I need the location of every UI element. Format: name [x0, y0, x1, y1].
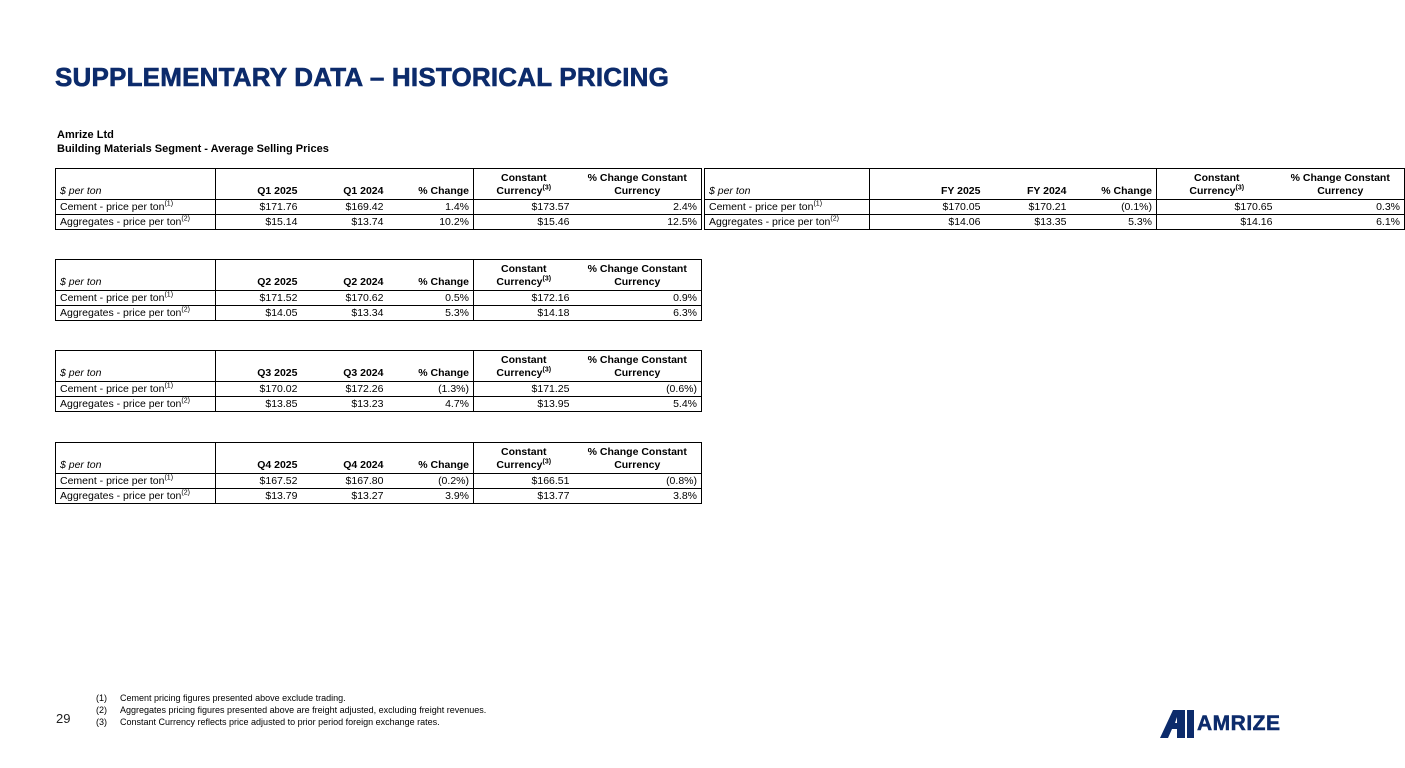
value-prior: $167.80 — [302, 474, 388, 489]
value-pct-change: 1.4% — [388, 200, 474, 215]
header-unit: $ per ton — [56, 458, 216, 474]
value-constant-currency: $14.16 — [1157, 215, 1277, 230]
header-constant-currency: Currency$^{(3)}$ — [474, 184, 574, 200]
pricing-table-q1 — [55, 168, 702, 230]
header-pct-change-constant-top: % Change Constant — [587, 262, 687, 275]
row-label: Aggregates - price per ton$^{(2)}$ — [705, 215, 870, 230]
value-pct-change: (0.2%) — [388, 474, 474, 489]
value-pct-change: 5.3% — [445, 307, 469, 319]
value-pct-change-constant: 0.3% — [1277, 200, 1405, 215]
value-pct-change-constant: 0.9% — [574, 291, 702, 306]
value-current: $14.05 — [265, 307, 298, 319]
value-pct-change: (1.3%) — [388, 382, 474, 397]
value-current: $13.79 — [265, 490, 298, 502]
value-pct-change-constant: 3.8% — [673, 490, 697, 502]
footnote-2: (2) Aggregates pricing figures presented above are freight adjusted, excluding freight revenues. — [96, 705, 487, 715]
header-constant-top: Constant — [1157, 169, 1277, 184]
header-unit: $ per ton — [705, 184, 870, 200]
header-current-period: Q3 2025 — [216, 366, 302, 382]
value-constant-currency: $13.95 — [474, 397, 574, 412]
table-row — [56, 489, 702, 504]
header-constant-currency: Currency$^{(3)}$ — [474, 366, 574, 382]
value-current: $170.02 — [216, 382, 302, 397]
row-label: Cement - price per ton$^{(1)}$ — [56, 200, 216, 215]
header-current-period: Q2 2025 — [216, 275, 302, 291]
company-name: Amrize Ltd — [57, 129, 114, 141]
header-pct-change-constant-top: % Change Constant — [587, 353, 687, 366]
header-pct-change: % Change — [388, 366, 474, 382]
value-constant-currency: $15.46 — [474, 215, 574, 230]
header-spacer — [56, 351, 216, 366]
header-unit: $ per ton — [56, 366, 216, 382]
header-prior-period: Q3 2024 — [302, 366, 388, 382]
row-label: Aggregates - price per ton$^{(2)}$ — [56, 306, 216, 321]
value-prior: $172.26 — [302, 382, 388, 397]
header-pct-change: % Change — [1071, 184, 1157, 200]
footnotes — [96, 692, 486, 728]
value-prior: $13.23 — [351, 398, 384, 410]
value-prior: $13.34 — [351, 307, 384, 319]
header-spacer — [56, 169, 216, 184]
value-current: $171.52 — [216, 291, 302, 306]
table-row — [705, 200, 1405, 215]
value-current: $171.76 — [216, 200, 302, 215]
value-constant-currency: $170.65 — [1157, 200, 1277, 215]
value-constant-currency: $13.77 — [474, 489, 574, 504]
value-current: $14.06 — [948, 216, 981, 228]
value-constant-currency: $173.57 — [474, 200, 574, 215]
value-pct-change-constant: 12.5% — [667, 216, 697, 228]
value-current: $170.05 — [870, 200, 985, 215]
value-pct-change: 0.5% — [388, 291, 474, 306]
header-prior-period: FY 2024 — [985, 184, 1071, 200]
header-pct-change-constant-bottom: Currency — [1277, 184, 1405, 200]
value-current: $167.52 — [216, 474, 302, 489]
table-row — [705, 215, 1405, 230]
row-label: Aggregates - price per ton$^{(2)}$ — [56, 397, 216, 412]
row-label: Aggregates - price per ton$^{(2)}$ — [56, 215, 216, 230]
value-prior: $13.35 — [1034, 216, 1067, 228]
value-current: $13.85 — [265, 398, 298, 410]
header-prior-period: Q4 2024 — [302, 458, 388, 474]
footnote-1: (1) Cement pricing figures presented above exclude trading. — [96, 693, 346, 703]
table-row — [56, 306, 702, 321]
header-current-period: Q1 2025 — [216, 184, 302, 200]
header-constant-currency: Currency$^{(3)}$ — [1157, 184, 1277, 200]
value-pct-change-constant: 6.3% — [673, 307, 697, 319]
value-constant-currency: $166.51 — [474, 474, 574, 489]
value-pct-change: 3.9% — [445, 490, 469, 502]
header-pct-change-constant-bottom: Currency — [574, 458, 702, 474]
table-row — [56, 382, 702, 397]
row-label: Cement - price per ton$^{(1)}$ — [705, 200, 870, 215]
table-row — [56, 291, 702, 306]
header-constant-top: Constant — [474, 351, 574, 366]
pricing-table-q2 — [55, 259, 702, 321]
header-pct-change-constant-bottom: Currency — [574, 366, 702, 382]
header-pct-change-constant-bottom: Currency — [574, 184, 702, 200]
value-pct-change: 4.7% — [445, 398, 469, 410]
header-constant-currency: Currency$^{(3)}$ — [474, 275, 574, 291]
value-constant-currency: $172.16 — [474, 291, 574, 306]
header-constant-top: Constant — [474, 169, 574, 184]
value-prior: $13.74 — [351, 216, 384, 228]
page-number: 29 — [56, 711, 71, 726]
header-constant-currency: Currency$^{(3)}$ — [474, 458, 574, 474]
value-prior: $13.27 — [351, 490, 384, 502]
header-pct-change-constant-top: % Change Constant — [587, 171, 687, 184]
header-prior-period: Q2 2024 — [302, 275, 388, 291]
row-label: Cement - price per ton$^{(1)}$ — [56, 291, 216, 306]
value-pct-change: 5.3% — [1128, 216, 1152, 228]
header-current-period: Q4 2025 — [216, 458, 302, 474]
value-constant-currency: $171.25 — [474, 382, 574, 397]
value-pct-change-constant: (0.8%) — [574, 474, 702, 489]
header-unit: $ per ton — [56, 184, 216, 200]
header-pct-change-constant-top: % Change Constant — [1290, 171, 1390, 184]
value-prior: $170.21 — [985, 200, 1071, 215]
table-row — [56, 215, 702, 230]
value-prior: $169.42 — [302, 200, 388, 215]
header-constant-top: Constant — [474, 260, 574, 275]
pricing-table-fy — [704, 168, 1405, 230]
value-constant-currency: $14.18 — [474, 306, 574, 321]
header-spacer — [56, 443, 216, 458]
header-constant-top: Constant — [474, 443, 574, 458]
header-pct-change: % Change — [388, 458, 474, 474]
value-pct-change-constant: (0.6%) — [574, 382, 702, 397]
segment-title: Building Materials Segment - Average Selling Prices — [57, 143, 329, 155]
table-row — [56, 397, 702, 412]
header-pct-change: % Change — [388, 184, 474, 200]
value-pct-change-constant: 5.4% — [673, 398, 697, 410]
logo-wordmark: AMRIZE — [1197, 712, 1281, 735]
value-prior: $170.62 — [302, 291, 388, 306]
amrize-logo — [1160, 710, 1281, 738]
table-row — [56, 200, 702, 215]
value-pct-change-constant: 6.1% — [1376, 216, 1400, 228]
row-label: Cement - price per ton$^{(1)}$ — [56, 474, 216, 489]
header-spacer — [705, 169, 870, 184]
row-label: Aggregates - price per ton$^{(2)}$ — [56, 489, 216, 504]
value-pct-change: (0.1%) — [1071, 200, 1157, 215]
header-pct-change-constant-bottom: Currency — [574, 275, 702, 291]
amrize-logo-icon — [1160, 710, 1194, 738]
header-pct-change-constant-top: % Change Constant — [587, 445, 687, 458]
pricing-table-q3 — [55, 350, 702, 412]
value-pct-change-constant: 2.4% — [574, 200, 702, 215]
header-prior-period: Q1 2024 — [302, 184, 388, 200]
page-title: SUPPLEMENTARY DATA – HISTORICAL PRICING — [55, 62, 670, 92]
header-spacer — [56, 260, 216, 275]
value-pct-change: 10.2% — [439, 216, 469, 228]
table-row — [56, 474, 702, 489]
footnote-3: (3) Constant Currency reflects price adjusted to prior period foreign exchange rates. — [96, 717, 440, 727]
header-pct-change: % Change — [388, 275, 474, 291]
pricing-table-q4 — [55, 442, 702, 504]
header-current-period: FY 2025 — [870, 184, 985, 200]
row-label: Cement - price per ton$^{(1)}$ — [56, 382, 216, 397]
value-current: $15.14 — [265, 216, 298, 228]
header-unit: $ per ton — [56, 275, 216, 291]
